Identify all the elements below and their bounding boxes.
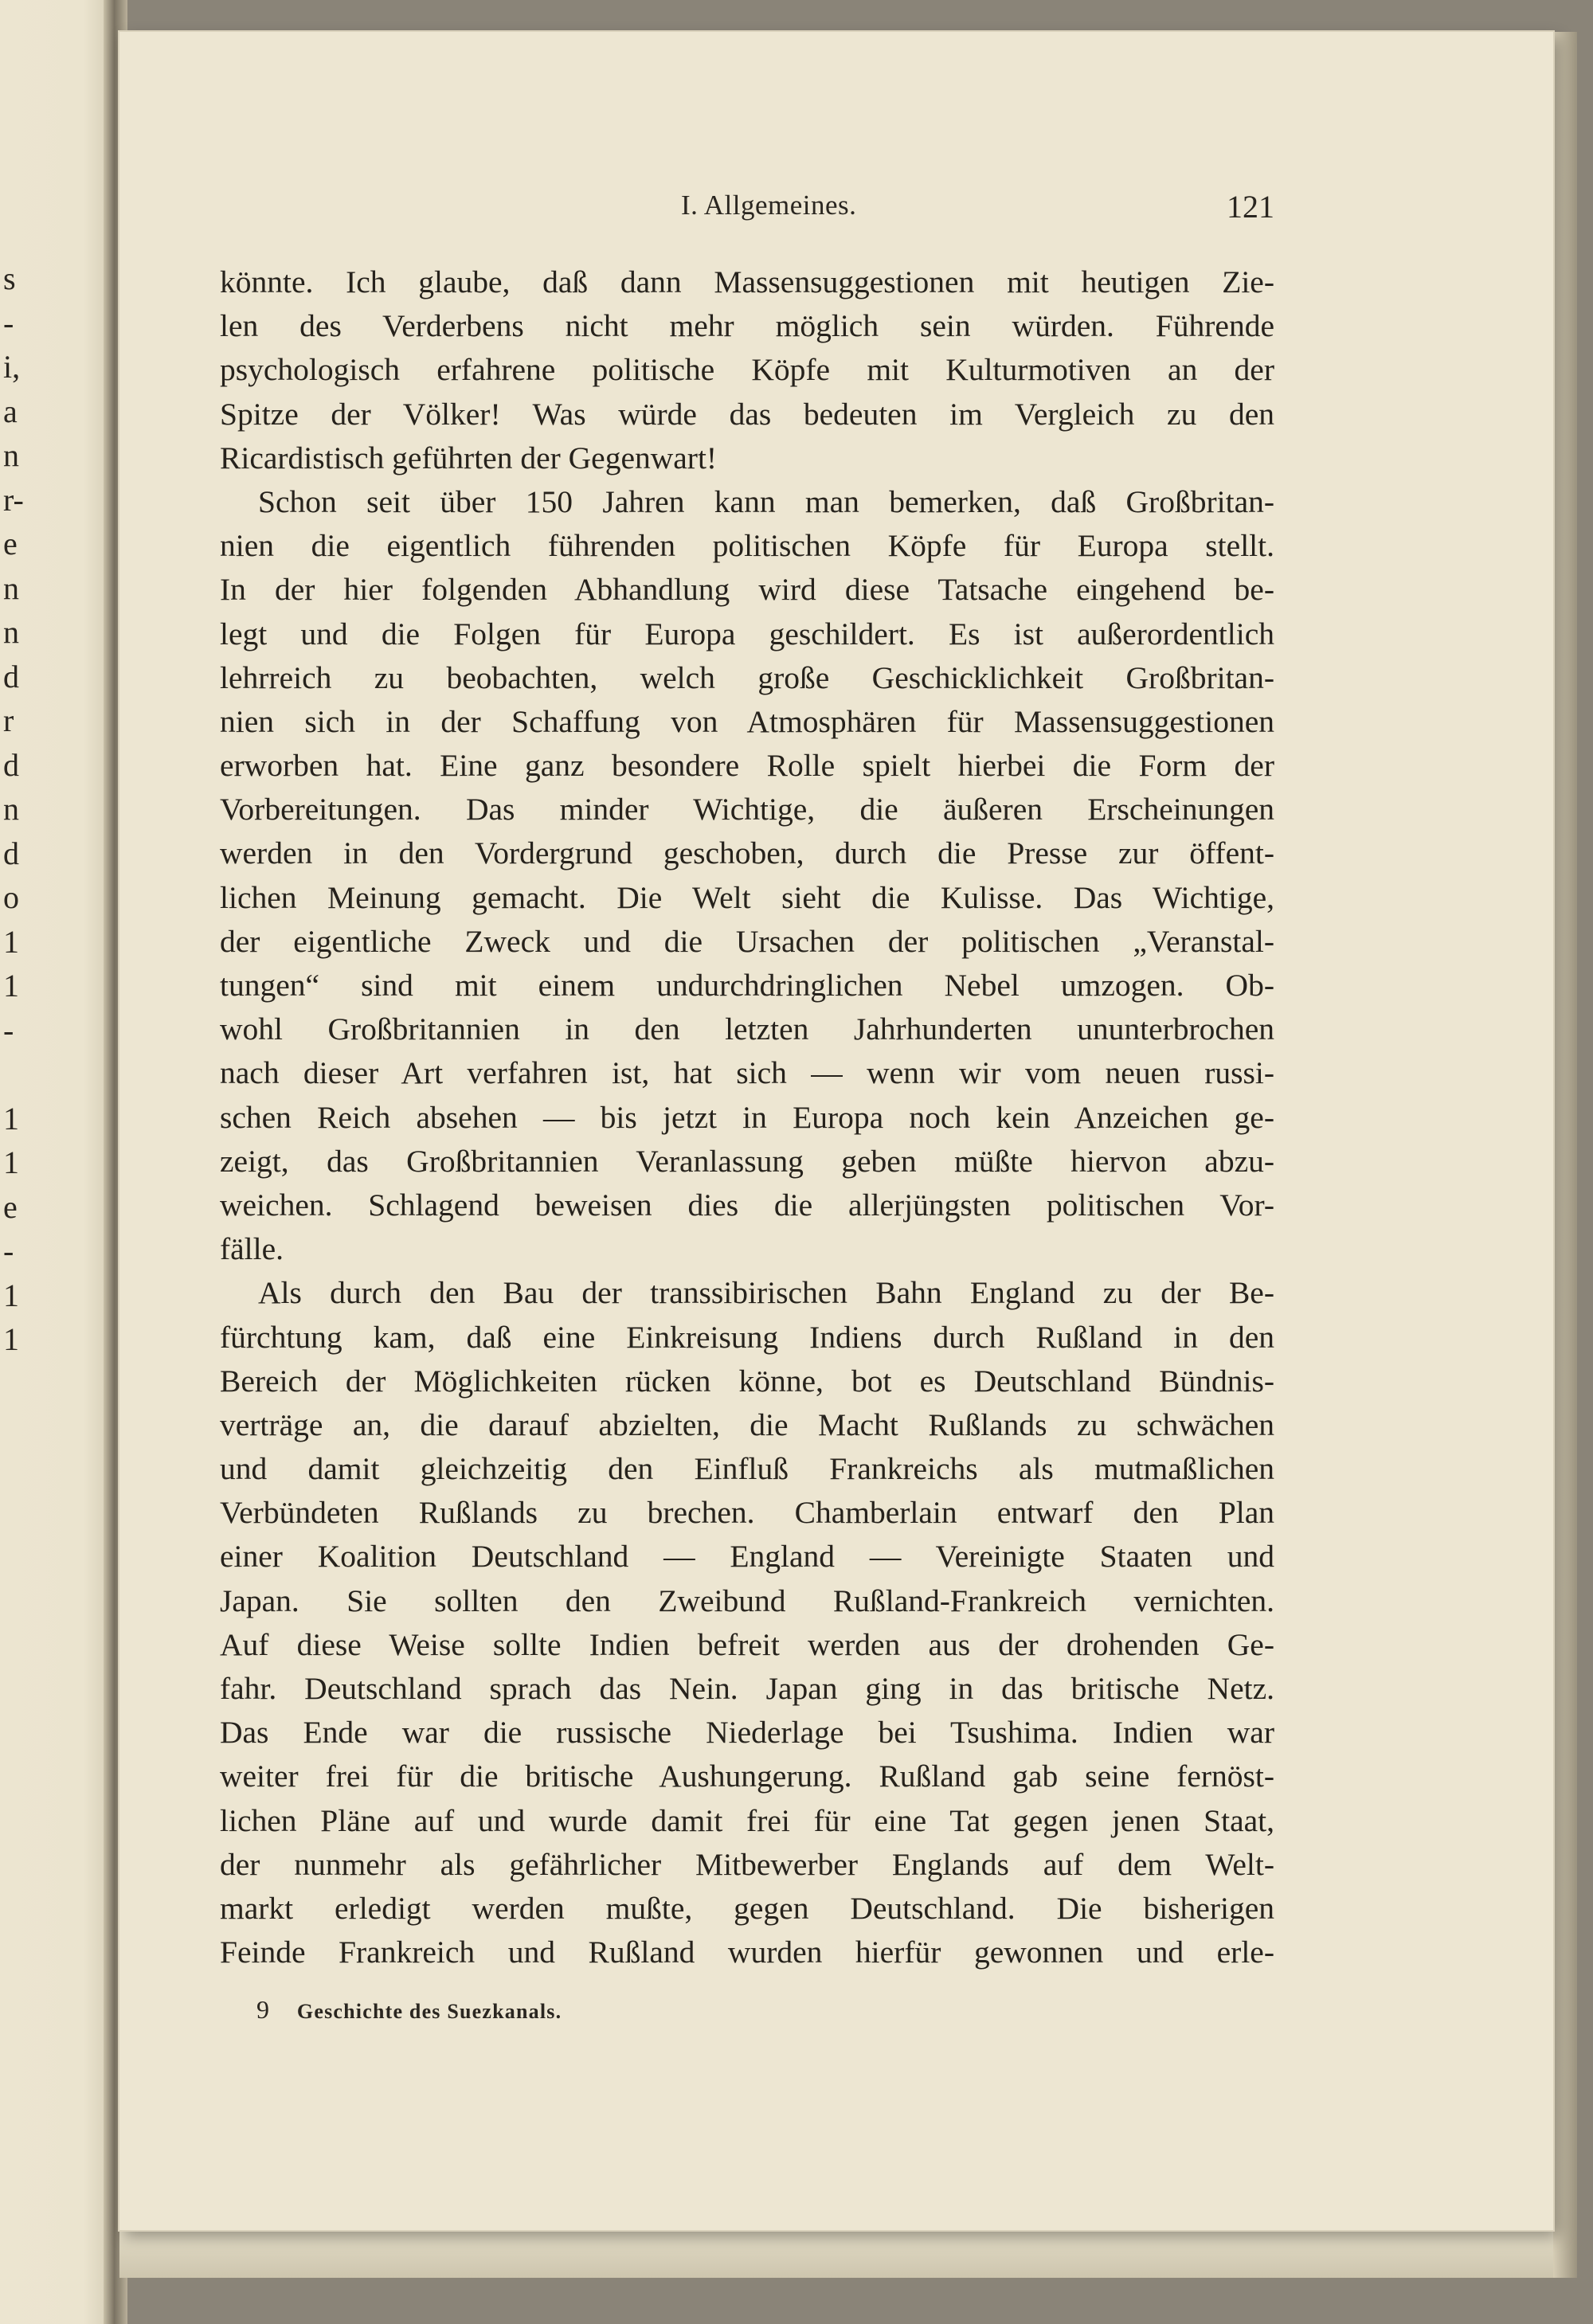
text-line: und damit gleichzeitig den Einfluß Frankreichs als mutmaßlichen [220,1451,1274,1487]
facing-page-glyph: o [3,879,19,915]
text-line: nien sich in der Schaffung von Atmosphären für Massensuggestionen [220,703,1274,739]
facing-page-glyph: 1 [3,1277,19,1313]
facing-page-glyph: e [3,526,18,561]
facing-page-glyph: d [3,658,19,694]
facing-page-glyph: e [3,1188,18,1225]
text-line: einer Koalition Deutschland — England — Vereinigte Staaten und [220,1539,1274,1575]
text-line: Ricardistisch geführten der Gegenwart! [220,440,718,475]
facing-page-glyph: a [3,393,18,429]
text-line: schen Reich absehen — bis jetzt in Europa noch kein Anzeichen ge- [220,1099,1274,1135]
facing-page-glyph: d [3,835,19,871]
text-line: wohl Großbritannien in den letzten Jahrhunderten ununterbrochen [220,1011,1274,1047]
text-line: lichen Meinung gemacht. Die Welt sieht die Kulisse. Das Wichtige, [220,879,1274,915]
text-line: fälle. [220,1231,284,1267]
page-edge-bottom [119,2230,1553,2278]
facing-page-glyph: n [3,437,19,473]
facing-page-glyph [3,1052,27,1097]
text-line: Auf diese Weise sollte Indien befreit werden aus der drohenden Ge- [220,1626,1274,1662]
facing-page-text-fragments [3,256,27,1583]
facing-page-glyph: - [3,1011,14,1048]
text-line: Schon seit über 150 Jahren kann man bemerken, daß Großbritan- [258,483,1274,519]
text-line: lehrreich zu beobachten, welch große Geschicklichkeit Großbritan- [220,659,1274,695]
text-line: weiter frei für die britische Aushungerung. Rußland gab seine fernöst- [220,1759,1274,1794]
text-line: Verbündeten Rußlands zu brechen. Chamberlain entwarf den Plan [220,1495,1274,1531]
facing-page-glyph [3,1406,27,1450]
facing-page-glyph: 1 [3,1321,19,1357]
text-line: lichen Pläne auf und wurde damit frei für eine Tat gegen jenen Staat, [220,1802,1274,1838]
facing-page-glyph: 1 [3,968,19,1004]
text-line: Das Ende war die russische Niederlage bei Tsushima. Indien war [220,1715,1274,1751]
text-line: markt erledigt werden mußte, gegen Deutschland. Die bisherigen [220,1890,1274,1926]
facing-page-glyph: i, [3,349,21,385]
facing-page-glyph: - [3,304,14,341]
facing-page-glyph [3,1450,27,1495]
signature-mark: 9 [256,1995,271,2024]
footer-title: Geschichte des Suezkanals. [296,2000,562,2023]
facing-page-glyph: n [3,569,19,606]
text-line: Spitze der Völker! Was würde das bedeuten im Vergleich zu den [220,396,1274,432]
text-line: fürchtung kam, daß eine Einkreisung Indiens durch Rußland in den [220,1319,1274,1355]
text-line: werden in den Vordergrund geschoben, durch die Presse zur öffent- [220,835,1274,871]
page-edge-right [1553,32,1577,2278]
body-text [220,260,1274,1974]
facing-page [0,0,119,2324]
text-line: weichen. Schlagend beweisen dies die allerjüngsten politischen Vor- [220,1187,1274,1223]
facing-page-glyph: n [3,791,19,827]
facing-page-glyph: s [3,260,16,296]
facing-page-glyph: n [3,614,19,650]
facing-page-glyph [3,1362,27,1407]
footer-signature [256,1995,562,2025]
facing-page-glyph [3,1539,27,1583]
text-line: Japan. Sie sollten den Zweibund Rußland-Frankreich vernichten. [220,1583,1274,1618]
text-line: len des Verderbens nicht mehr möglich sein würden. Führende [220,308,1274,344]
text-line: In der hier folgenden Abhandlung wird diese Tatsache eingehend be- [220,572,1274,608]
facing-page-glyph [3,1494,27,1539]
text-line: Bereich der Möglichkeiten rücken könne, bot es Deutschland Bündnis- [220,1363,1274,1399]
text-line: tungen“ sind mit einem undurchdringlichen Nebel umzogen. Ob- [220,968,1274,1003]
text-line: nach dieser Art verfahren ist, hat sich — wenn wir vom neuen russi- [220,1055,1274,1091]
text-line: Vorbereitungen. Das minder Wichtige, die äußeren Erscheinungen [220,792,1274,827]
text-line: psychologisch erfahrene politische Köpfe mit Kulturmotiven an der [220,352,1274,388]
facing-page-glyph: d [3,746,19,783]
facing-page-glyph: r- [3,481,24,518]
text-line: Als durch den Bau der transsibirischen Bahn England zu der Be- [258,1275,1274,1311]
text-line: verträge an, die darauf abzielten, die Macht Rußlands zu schwächen [220,1407,1274,1442]
text-line: nien die eigentlich führenden politischen Köpfe für Europa stellt. [220,528,1274,564]
facing-page-glyph: 1 [3,1100,19,1137]
facing-page-glyph: - [3,1233,14,1269]
text-line: könnte. Ich glaube, daß dann Massensuggestionen mit heutigen Zie- [220,264,1274,299]
facing-page-glyph: 1 [3,923,19,960]
text-line: der eigentliche Zweck und die Ursachen der politischen „Veranstal- [220,923,1274,959]
running-head: I. Allgemeines. [681,190,857,221]
page-number: 121 [1227,189,1274,225]
text-line: Feinde Frankreich und Rußland wurden hierfür gewonnen und erle- [220,1935,1274,1970]
text-line: erworben hat. Eine ganz besondere Rolle spielt hierbei die Form der [220,748,1274,784]
text-line: fahr. Deutschland sprach das Nein. Japan ging in das britische Netz. [220,1671,1274,1706]
facing-page-glyph: 1 [3,1144,19,1180]
facing-page-glyph: r [3,702,14,738]
text-line: legt und die Folgen für Europa geschildert. Es ist außerordentlich [220,616,1274,651]
text-line: der nunmehr als gefährlicher Mitbewerber Englands auf dem Welt- [220,1846,1274,1882]
text-line: zeigt, das Großbritannien Veranlassung geben müßte hiervon abzu- [220,1143,1274,1179]
